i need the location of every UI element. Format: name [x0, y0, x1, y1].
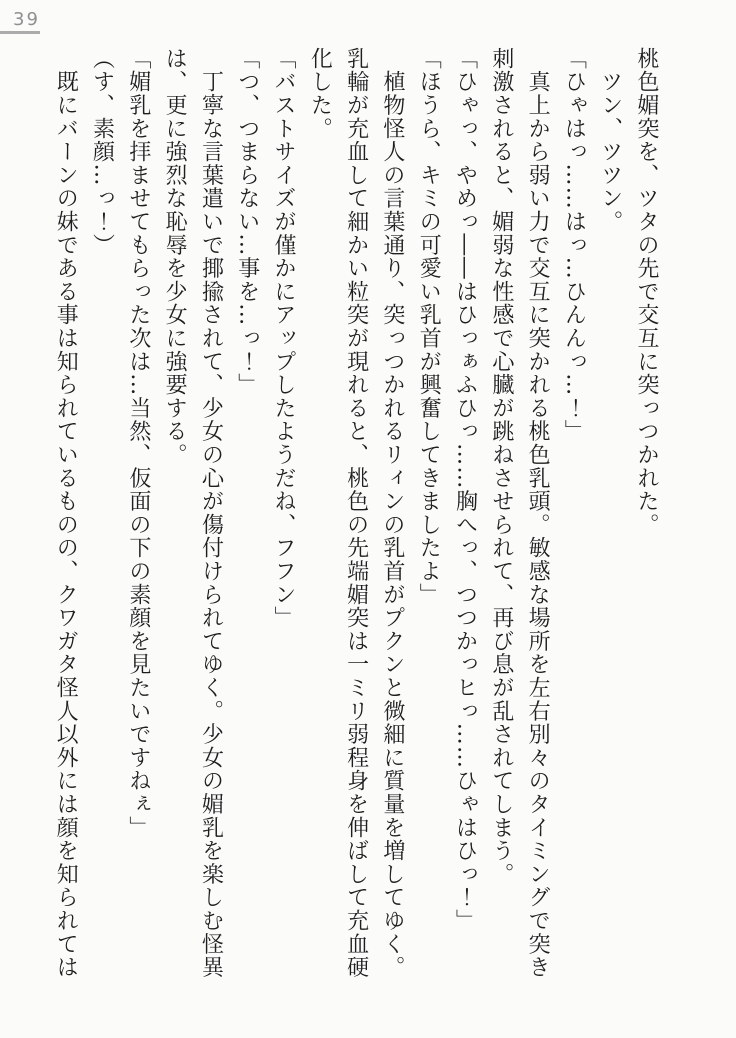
paragraph-dialogue: 「ひゃっ、やめっ――はひっぁふひっ……胸へっ、つつかっヒっ……ひゃはひっ！」: [452, 47, 478, 933]
page-number-rule: [0, 31, 40, 34]
paragraph-dialogue: 「ほうら、キミの可愛い乳首が興奮してきましたよ」: [416, 47, 442, 607]
paragraph-dialogue: 「媚乳を拝ませてもらった次は…当然、仮面の下の素顔を見たいですねぇ」: [125, 47, 151, 840]
page-number: 39: [13, 9, 40, 30]
paragraph: 桃色媚突を、ツタの先で交互に突っつかれた。: [634, 47, 659, 537]
paragraph: 真上から弱い力で交互に突かれる桃色乳頭。敏感な場所を左右別々のタイミングで突き刺激されると、媚弱な性感で心臓が跳ねさせられて、再び息が乱されてしまう。: [488, 47, 551, 979]
paragraph-dialogue: 「ひゃはっ……はっ…ひんんっ…！」: [561, 47, 587, 444]
paragraph: ツン、ツツン。: [597, 47, 623, 234]
paragraph: 既にバーンの妹である事は知られているものの、クワガタ怪人以外には顔を知られては: [53, 47, 79, 979]
paragraph: 植物怪人の言葉通り、突っつかれるリィンの乳首がプクンと微細に質量を増してゆく。乳輪が充血して細かい粒突が現れると、桃色の先端媚突は一ミリ弱程身を伸ばして充血硬化した。: [307, 47, 405, 979]
paragraph-dialogue: 「バストサイズが僅かにアップしたようだね、フフン」: [271, 47, 297, 630]
novel-text-block: [47, 47, 664, 988]
paragraph-dialogue: 「つ、つまらない…事を…っ！」: [234, 47, 260, 397]
paragraph-thought: （す、素顔…っ！）: [89, 47, 115, 257]
paragraph: 丁寧な言葉遣いで揶揄されて、少女の心が傷付けられてゆく。少女の媚乳を楽しむ怪異は、更に強烈な恥辱を少女に強要する。: [162, 47, 224, 979]
